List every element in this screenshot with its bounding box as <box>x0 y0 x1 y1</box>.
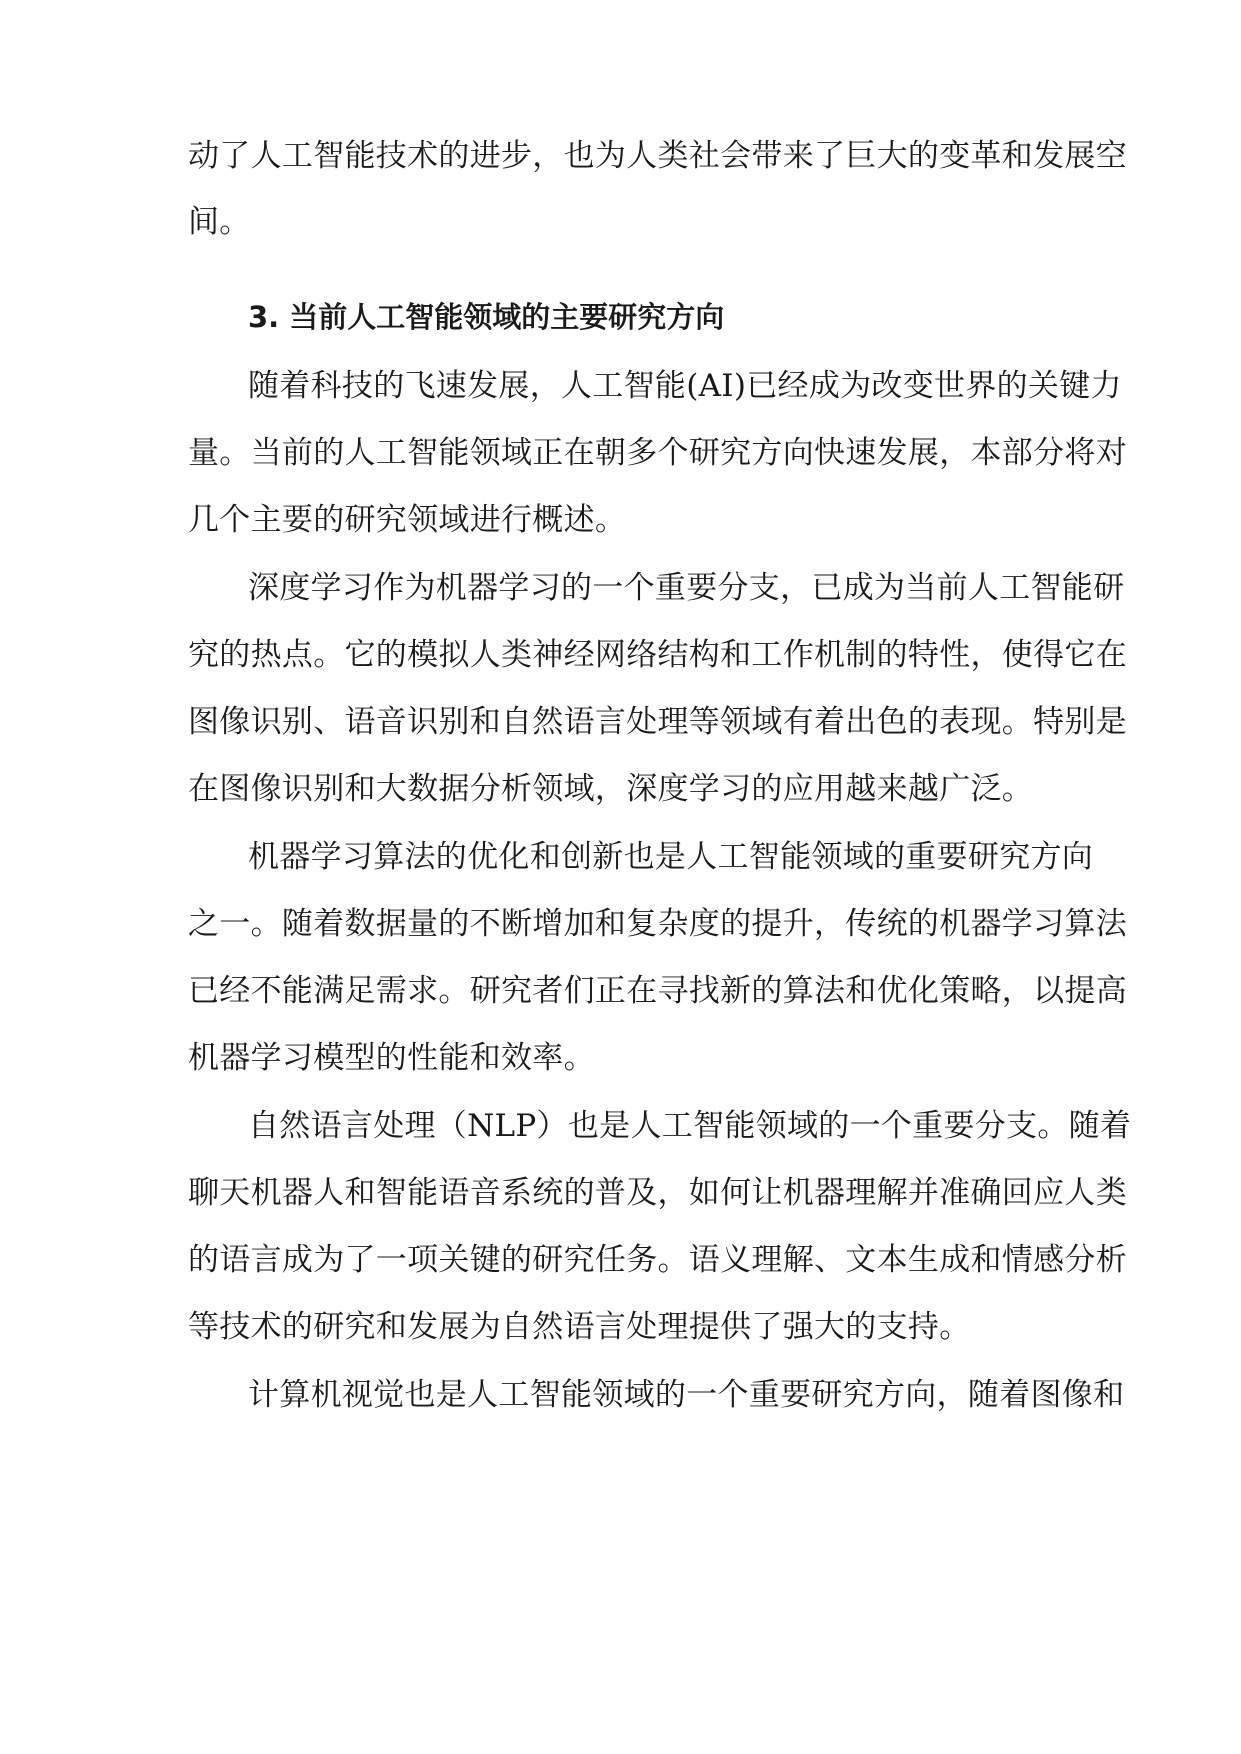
section-heading: 3. 当前人工智能领域的主要研究方向 <box>248 300 725 334</box>
paragraph-line: 深度学习作为机器学习的一个重要分支，已成为当前人工智能研 <box>248 570 1125 606</box>
paragraph-line: 间。 <box>188 204 251 240</box>
paragraph-line: 动了人工智能技术的进步，也为人类社会带来了巨大的变革和发展空 <box>188 138 1127 174</box>
paragraph-line: 在图像识别和大数据分析领域，深度学习的应用越来越广泛。 <box>188 771 1034 807</box>
paragraph-line: 图像识别、语音识别和自然语言处理等领域有着出色的表现。特别是 <box>188 704 1127 740</box>
paragraph-line: 聊天机器人和智能语音系统的普及，如何让机器理解并准确回应人类 <box>188 1175 1127 1211</box>
paragraph-line: 随着科技的飞速发展，人工智能(AI)已经成为改变世界的关键力 <box>248 368 1122 404</box>
paragraph-line: 机器学习模型的性能和效率。 <box>188 1040 595 1076</box>
paragraph-line: 已经不能满足需求。研究者们正在寻找新的算法和优化策略，以提高 <box>188 973 1127 1009</box>
paragraph-line: 量。当前的人工智能领域正在朝多个研究方向快速发展，本部分将对 <box>188 435 1127 471</box>
paragraph-line: 几个主要的研究领域进行概述。 <box>188 502 627 538</box>
paragraph-line: 计算机视觉也是人工智能领域的一个重要研究方向，随着图像和 <box>248 1377 1125 1413</box>
paragraph-line: 的语言成为了一项关键的研究任务。语义理解、文本生成和情感分析 <box>188 1242 1127 1278</box>
paragraph-line: 之一。随着数据量的不断增加和复杂度的提升，传统的机器学习算法 <box>188 906 1127 942</box>
paragraph-line: 机器学习算法的优化和创新也是人工智能领域的重要研究方向 <box>248 839 1094 875</box>
paragraph-line: 等技术的研究和发展为自然语言处理提供了强大的支持。 <box>188 1309 971 1345</box>
paragraph-line: 自然语言处理（NLP）也是人工智能领域的一个重要分支。随着 <box>248 1108 1132 1144</box>
paragraph-line: 究的热点。它的模拟人类神经网络结构和工作机制的特性，使得它在 <box>188 637 1127 673</box>
